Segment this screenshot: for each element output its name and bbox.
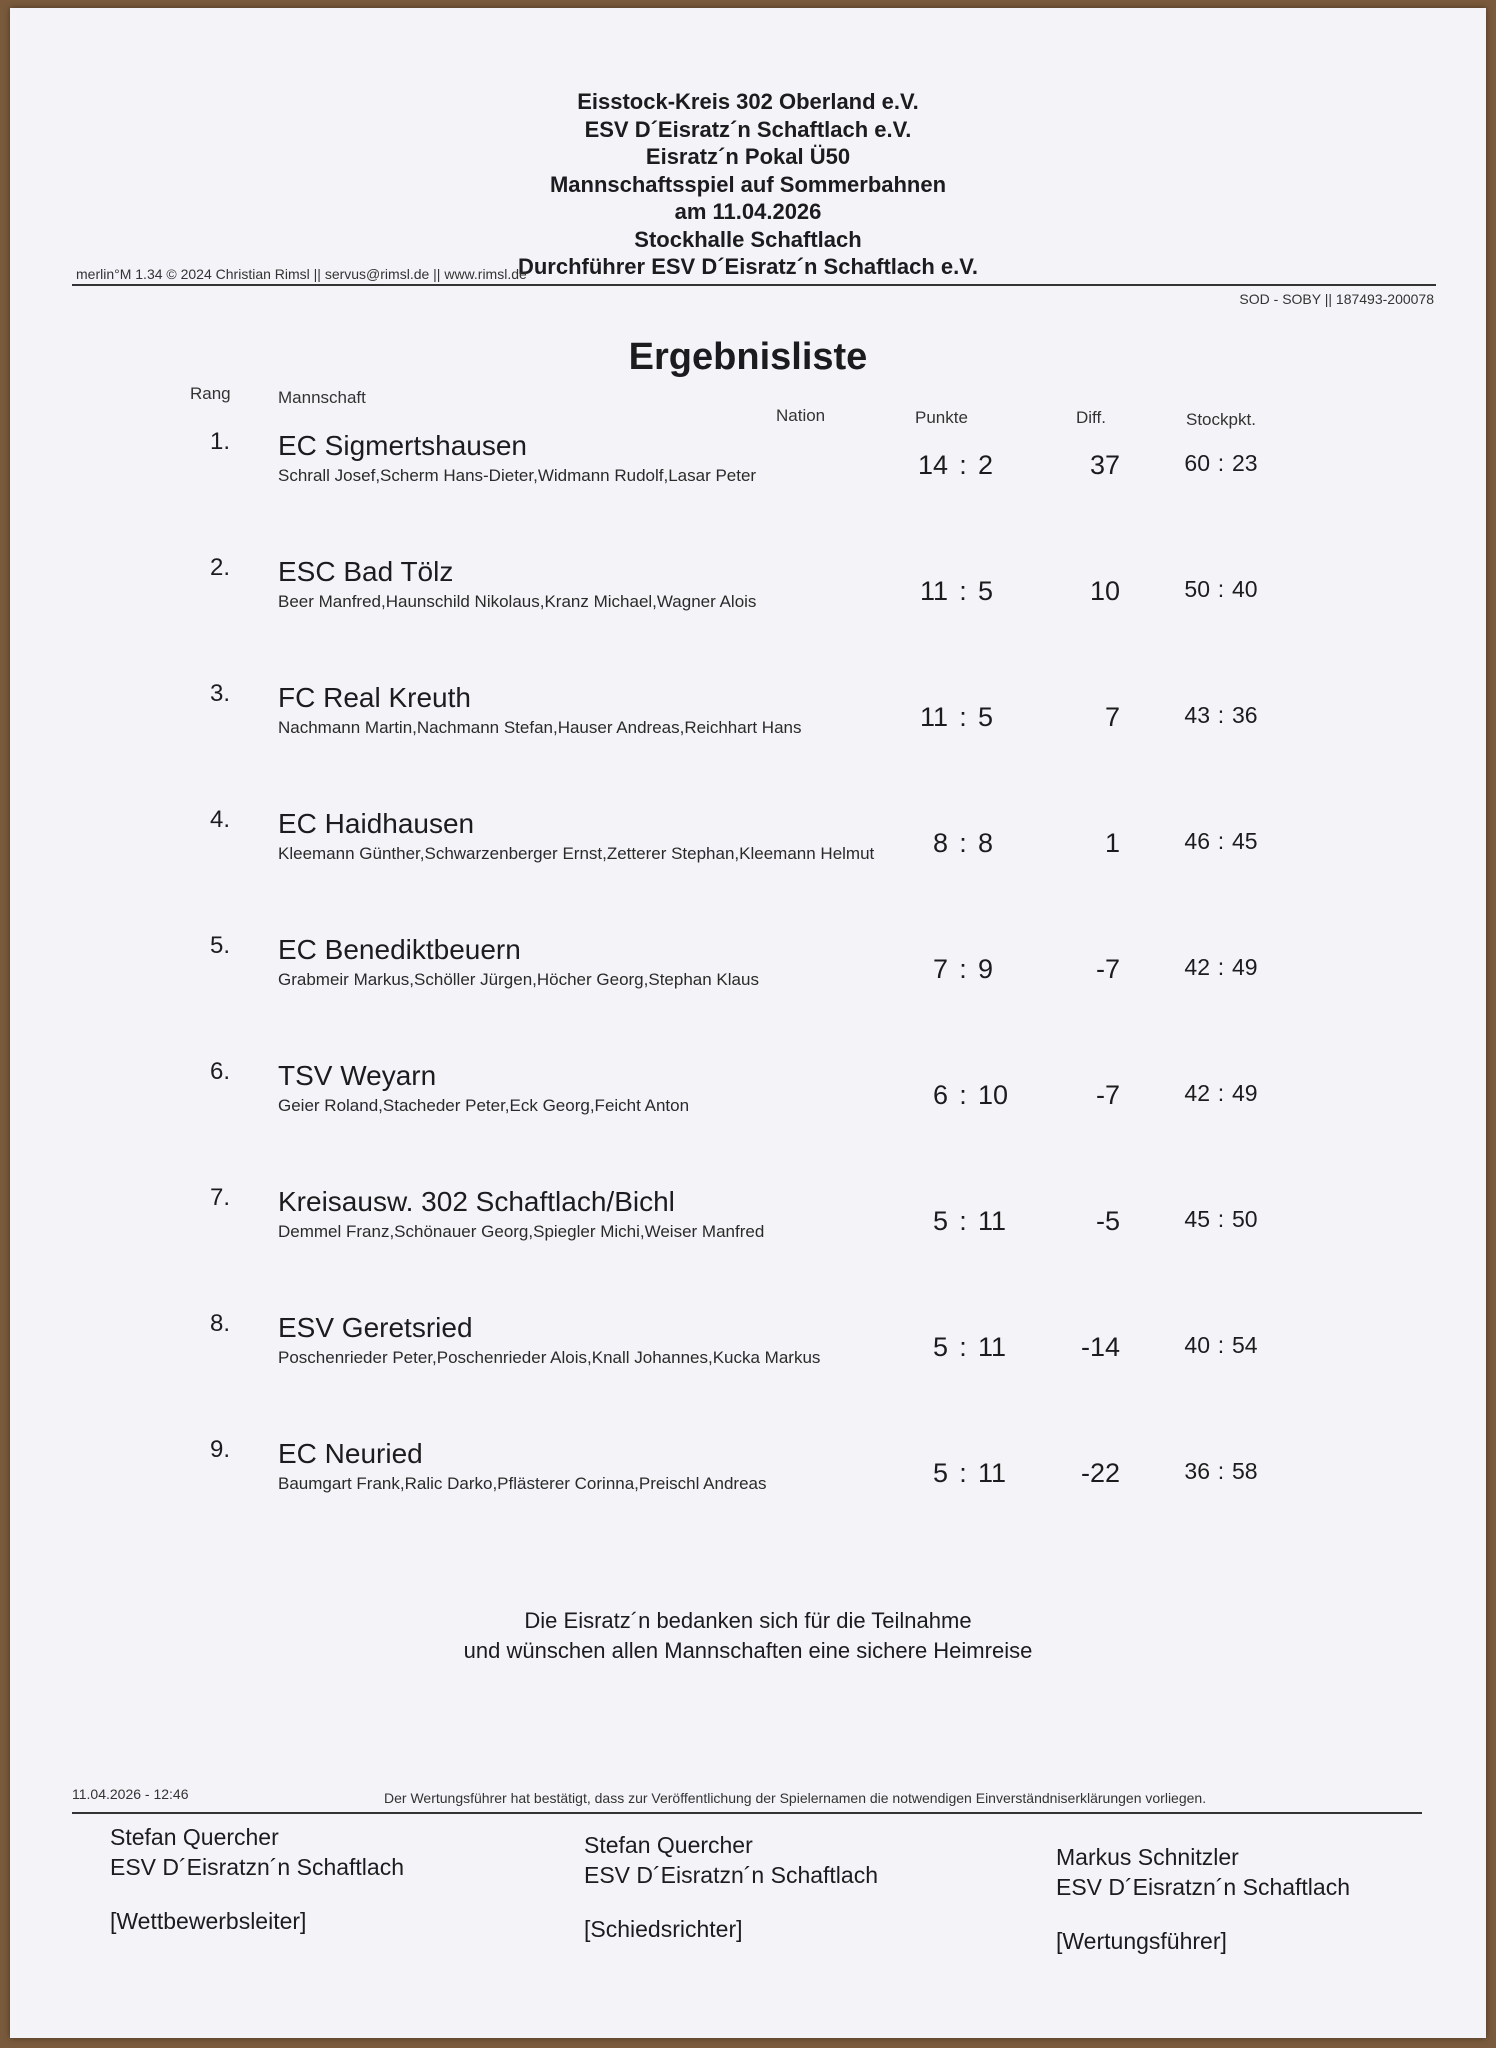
points-for: 14 bbox=[917, 450, 948, 480]
stock-against: 58 bbox=[1232, 1458, 1258, 1484]
result-row bbox=[10, 1436, 1486, 1546]
column-mannschaft: Mannschaft bbox=[278, 388, 366, 407]
signature-club: ESV D´Eisratzn´n Schaftlach bbox=[110, 1854, 405, 1880]
result-row bbox=[10, 680, 1486, 790]
result-players: Grabmeir Markus,Schöller Jürgen,Höcher Georg,Stephan Klaus bbox=[278, 970, 759, 989]
column-nation: Nation bbox=[776, 406, 826, 425]
thanks-line-2: und wünschen allen Mannschaften eine sichere Heimreise bbox=[463, 1638, 1033, 1663]
results-sheet bbox=[10, 8, 1486, 2038]
points-for: 5 bbox=[932, 1458, 948, 1488]
header-competition: Mannschaftsspiel auf Sommerbahnen bbox=[549, 171, 947, 197]
result-team: EC Haidhausen bbox=[278, 808, 475, 839]
result-rank: 4. bbox=[210, 806, 231, 833]
software-credit: merlin°M 1.34 © 2024 Christian Rimsl || servus@rimsl.de || www.rimsl.de bbox=[76, 266, 527, 282]
header-date: am 11.04.2026 bbox=[674, 199, 822, 224]
points-against: 5 bbox=[978, 576, 994, 606]
result-points: 5 : 11 bbox=[890, 1206, 1050, 1237]
result-diff: -7 bbox=[1095, 954, 1120, 984]
result-players: Nachmann Martin,Nachmann Stefan,Hauser Andreas,Reichhart Hans bbox=[278, 718, 802, 737]
result-team: ESC Bad Tölz bbox=[278, 556, 454, 587]
result-team: EC Neuried bbox=[278, 1438, 423, 1469]
thanks-line-1: Die Eisratz´n bedanken sich für die Teilnahme bbox=[524, 1608, 972, 1633]
result-team: EC Sigmertshausen bbox=[278, 430, 528, 461]
result-stockpoints: 42 : 49 bbox=[1170, 954, 1290, 981]
result-players: Geier Roland,Stacheder Peter,Eck Georg,Feicht Anton bbox=[278, 1096, 690, 1115]
signature-role: [Wettbewerbsleiter] bbox=[110, 1908, 307, 1934]
consent-note: Der Wertungsführer hat bestätigt, dass zur Veröffentlichung der Spielernamen die notwendigen Einverständniserklärungen vorliegen. bbox=[384, 1790, 1207, 1806]
result-stockpoints: 43 : 36 bbox=[1170, 702, 1290, 729]
column-diff: Diff. bbox=[1076, 408, 1106, 427]
result-row bbox=[10, 428, 1486, 538]
result-points: 5 : 11 bbox=[890, 1332, 1050, 1363]
result-row bbox=[10, 1184, 1486, 1294]
result-rank: 7. bbox=[210, 1184, 231, 1211]
header-association: Eisstock-Kreis 302 Oberland e.V. bbox=[577, 89, 919, 114]
points-for: 11 bbox=[919, 702, 948, 732]
stock-for: 42 bbox=[1184, 1080, 1210, 1106]
stock-against: 50 bbox=[1232, 1206, 1258, 1232]
result-diff: 7 bbox=[1104, 702, 1120, 732]
stock-for: 36 bbox=[1184, 1458, 1210, 1484]
result-rank: 3. bbox=[210, 680, 231, 707]
result-rank: 6. bbox=[210, 1058, 231, 1085]
signature-club: ESV D´Eisratzn´n Schaftlach bbox=[584, 1862, 879, 1888]
points-against: 8 bbox=[978, 828, 994, 858]
result-players: Baumgart Frank,Ralic Darko,Pflästerer Corinna,Preischl Andreas bbox=[278, 1474, 767, 1493]
result-players: Schrall Josef,Scherm Hans-Dieter,Widmann Rudolf,Lasar Peter bbox=[278, 466, 757, 485]
result-points: 11 : 5 bbox=[890, 576, 1050, 607]
points-against: 11 bbox=[978, 1206, 1007, 1236]
stock-against: 49 bbox=[1232, 1080, 1258, 1106]
result-rank: 2. bbox=[210, 554, 231, 581]
result-diff: 37 bbox=[1089, 450, 1120, 480]
signature-role: [Schiedsrichter] bbox=[584, 1916, 743, 1942]
result-points: 11 : 5 bbox=[890, 702, 1050, 733]
stock-against: 23 bbox=[1232, 450, 1258, 476]
header-club: ESV D´Eisratz´n Schaftlach e.V. bbox=[584, 116, 912, 142]
result-diff: 1 bbox=[1104, 828, 1120, 858]
signature-name: Stefan Quercher bbox=[584, 1832, 753, 1858]
signature-club: ESV D´Eisratzn´n Schaftlach bbox=[1056, 1874, 1351, 1900]
result-players: Poschenrieder Peter,Poschenrieder Alois,Knall Johannes,Kucka Markus bbox=[278, 1348, 821, 1367]
result-team: EC Benediktbeuern bbox=[278, 934, 521, 965]
stock-for: 43 bbox=[1184, 702, 1210, 728]
result-rank: 8. bbox=[210, 1310, 231, 1337]
result-diff: 10 bbox=[1089, 576, 1120, 606]
result-diff: -5 bbox=[1095, 1206, 1120, 1236]
points-against: 11 bbox=[978, 1332, 1007, 1362]
column-rang: Rang bbox=[190, 384, 231, 403]
points-against: 9 bbox=[978, 954, 994, 984]
footer-divider bbox=[72, 1812, 1422, 1814]
result-points: 7 : 9 bbox=[890, 954, 1050, 985]
stock-for: 60 bbox=[1184, 450, 1210, 476]
result-diff: -14 bbox=[1080, 1332, 1120, 1362]
signature-name: Markus Schnitzler bbox=[1056, 1844, 1239, 1870]
result-row bbox=[10, 806, 1486, 916]
header-divider bbox=[72, 284, 1436, 286]
stock-for: 46 bbox=[1184, 828, 1210, 854]
points-against: 10 bbox=[978, 1080, 1009, 1110]
stock-for: 42 bbox=[1184, 954, 1210, 980]
header-cup: Eisratz´n Pokal Ü50 bbox=[645, 144, 851, 169]
points-against: 11 bbox=[978, 1458, 1007, 1488]
result-points: 6 : 10 bbox=[890, 1080, 1050, 1111]
stock-against: 49 bbox=[1232, 954, 1258, 980]
result-stockpoints: 40 : 54 bbox=[1170, 1332, 1290, 1359]
header-venue: Stockhalle Schaftlach bbox=[634, 226, 862, 252]
result-stockpoints: 42 : 49 bbox=[1170, 1080, 1290, 1107]
result-points: 5 : 11 bbox=[890, 1458, 1050, 1489]
document-code: SOD - SOBY || 187493-200078 bbox=[1239, 291, 1434, 307]
result-rank: 5. bbox=[210, 932, 231, 959]
result-team: Kreisausw. 302 Schaftlach/Bichl bbox=[278, 1186, 675, 1217]
header-organizer: Durchführer ESV D´Eisratz´n Schaftlach e.V. bbox=[517, 254, 979, 279]
points-against: 5 bbox=[978, 702, 994, 732]
signature-role: [Wertungsführer] bbox=[1056, 1928, 1227, 1954]
signature-competition-leader bbox=[110, 1822, 404, 1936]
stock-for: 40 bbox=[1184, 1332, 1210, 1358]
page-title: Ergebnisliste bbox=[628, 336, 868, 378]
result-rank: 1. bbox=[210, 428, 231, 455]
signature-name: Stefan Quercher bbox=[110, 1824, 279, 1850]
stock-against: 54 bbox=[1232, 1332, 1258, 1358]
result-stockpoints: 50 : 40 bbox=[1170, 576, 1290, 603]
column-stockpkt: Stockpkt. bbox=[1186, 410, 1256, 429]
result-stockpoints: 45 : 50 bbox=[1170, 1206, 1290, 1233]
column-punkte: Punkte bbox=[915, 408, 968, 427]
points-for: 8 bbox=[932, 828, 948, 858]
points-for: 7 bbox=[932, 954, 948, 984]
result-players: Kleemann Günther,Schwarzenberger Ernst,Zetterer Stephan,Kleemann Helmut bbox=[278, 844, 875, 863]
result-row bbox=[10, 1058, 1486, 1168]
points-for: 11 bbox=[919, 576, 948, 606]
thanks-message bbox=[10, 1606, 1486, 1666]
result-team: FC Real Kreuth bbox=[278, 682, 471, 713]
stock-against: 36 bbox=[1232, 702, 1258, 728]
result-diff: -7 bbox=[1095, 1080, 1120, 1110]
result-stockpoints: 60 : 23 bbox=[1170, 450, 1290, 477]
stock-for: 45 bbox=[1184, 1206, 1210, 1232]
points-for: 5 bbox=[932, 1206, 948, 1236]
print-datetime: 11.04.2026 - 12:46 bbox=[72, 1786, 189, 1802]
result-row bbox=[10, 1310, 1486, 1420]
result-stockpoints: 36 : 58 bbox=[1170, 1458, 1290, 1485]
points-against: 2 bbox=[978, 450, 994, 480]
result-row bbox=[10, 554, 1486, 664]
points-for: 6 bbox=[932, 1080, 948, 1110]
result-points: 8 : 8 bbox=[890, 828, 1050, 859]
stock-for: 50 bbox=[1184, 576, 1210, 602]
result-rank: 9. bbox=[210, 1436, 231, 1463]
result-stockpoints: 46 : 45 bbox=[1170, 828, 1290, 855]
result-points: 14 : 2 bbox=[890, 450, 1050, 481]
result-diff: -22 bbox=[1080, 1458, 1120, 1488]
result-team: ESV Geretsried bbox=[278, 1312, 473, 1343]
signature-scorekeeper bbox=[1056, 1842, 1350, 1956]
signature-referee bbox=[584, 1830, 878, 1944]
result-row bbox=[10, 932, 1486, 1042]
points-for: 5 bbox=[932, 1332, 948, 1362]
result-players: Beer Manfred,Haunschild Nikolaus,Kranz Michael,Wagner Alois bbox=[278, 592, 757, 611]
header-block bbox=[10, 88, 1486, 281]
result-team: TSV Weyarn bbox=[278, 1060, 437, 1091]
stock-against: 40 bbox=[1232, 576, 1258, 602]
stock-against: 45 bbox=[1232, 828, 1258, 854]
result-players: Demmel Franz,Schönauer Georg,Spiegler Michi,Weiser Manfred bbox=[278, 1222, 765, 1241]
